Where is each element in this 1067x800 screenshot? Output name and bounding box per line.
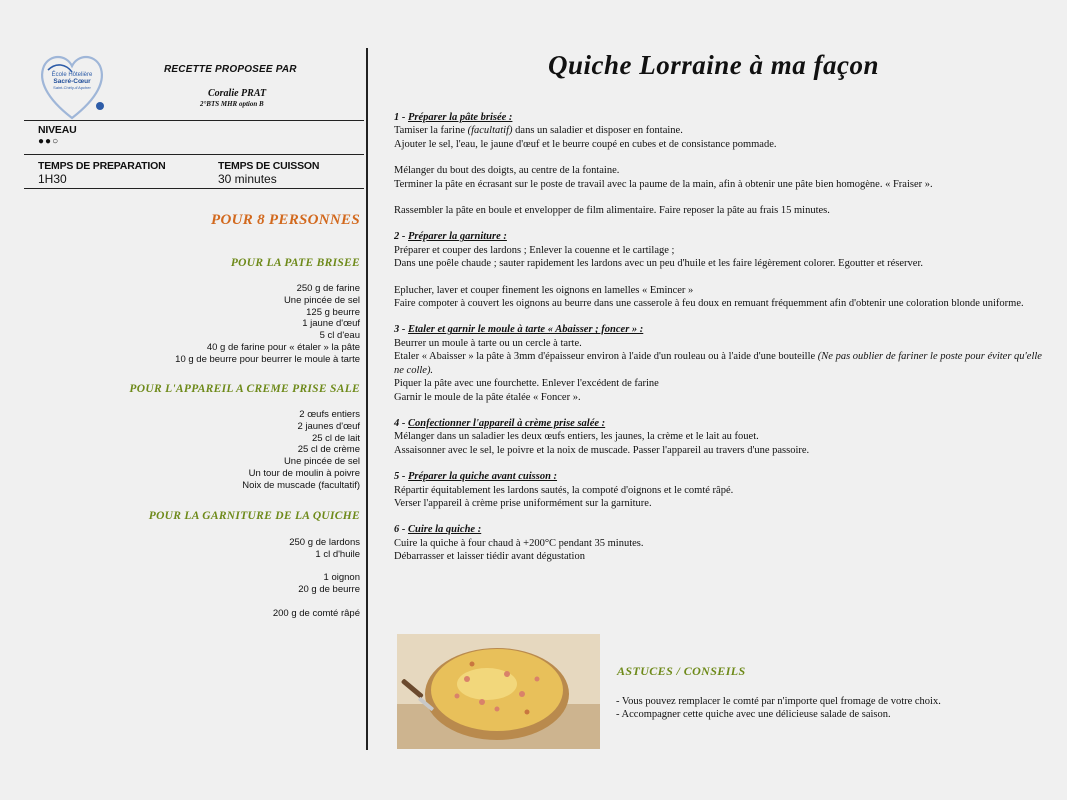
tip-item: - Accompagner cette quiche avec une délicieuse salade de saison. bbox=[616, 709, 891, 721]
step-heading: 1 - Préparer la pâte brisée : bbox=[394, 112, 513, 123]
step-line: Ajouter le sel, l'eau, le jaune d'œuf et le beurre coupé en cubes et de consistance pommade. bbox=[394, 138, 777, 150]
ingredient-item: 5 cl d'eau bbox=[319, 330, 360, 342]
ingredient-item: 250 g de lardons bbox=[289, 537, 360, 548]
ingredient-item: 2 œufs entiers bbox=[299, 409, 360, 420]
section-title-garnish: POUR LA GARNITURE DE LA QUICHE bbox=[148, 510, 360, 522]
step-line: Mélanger dans un saladier les deux œufs entiers, les jaunes, la crème et le lait au fouet. bbox=[394, 431, 759, 443]
ingredient-item: Noix de muscade (facultatif) bbox=[242, 479, 360, 491]
tips-title: ASTUCES / CONSEILS bbox=[617, 664, 746, 678]
ingredient-item: Une pincée de sel bbox=[283, 294, 360, 306]
step-heading: 3 - Etaler et garnir le moule à tarte « Abaisser ; foncer » : bbox=[394, 324, 644, 336]
recipe-steps bbox=[394, 111, 1044, 577]
ingredient-item: 20 g de beurre bbox=[298, 584, 360, 596]
prep-time-label: TEMPS DE PREPARATION bbox=[38, 160, 166, 172]
author-name: Coralie PRAT bbox=[208, 88, 267, 99]
ingredient-item: 200 g de comté râpé bbox=[272, 607, 360, 619]
step-line: Piquer la pâte avec une fourchette. Enlever l'excédent de farine bbox=[394, 378, 659, 390]
prep-time-value: 1H30 bbox=[38, 172, 67, 186]
level-label: NIVEAU bbox=[38, 124, 77, 136]
step-heading: 5 - Préparer la quiche avant cuisson : bbox=[394, 471, 558, 483]
spacer bbox=[273, 596, 360, 608]
spacer bbox=[273, 561, 360, 573]
ingredient-item: 1 oignon bbox=[323, 572, 360, 584]
step-4 bbox=[394, 417, 1044, 457]
section-title-cream: POUR L'APPAREIL A CREME PRISE SALE bbox=[129, 383, 360, 395]
section-title-pastry: POUR LA PATE BRISEE bbox=[230, 257, 360, 269]
ingredient-item: Une pincée de sel bbox=[283, 456, 360, 468]
step-heading: 4 - Confectionner l'appareil à crème prise salée : bbox=[394, 417, 606, 429]
ingredient-item: 125 g beurre bbox=[306, 306, 360, 318]
tips-list bbox=[616, 695, 941, 722]
ingredient-item: 250 g de farine bbox=[296, 283, 360, 294]
ingredient-item: Un tour de moulin à poivre bbox=[248, 467, 360, 479]
step-3 bbox=[394, 323, 1044, 403]
column-divider bbox=[366, 48, 368, 750]
step-2 bbox=[394, 230, 1044, 310]
school-logo bbox=[36, 52, 108, 122]
divider bbox=[24, 120, 364, 121]
step-line: Cuire la quiche à four chaud à +200°C pendant 35 minutes. bbox=[394, 537, 644, 549]
level-dots: ●●○ bbox=[38, 136, 60, 147]
step-line: Débarrasser et laisser tiédir avant dégustation bbox=[394, 551, 585, 563]
ingredient-item: 25 cl de lait bbox=[311, 432, 360, 444]
author-degree: 2°BTS MHR option B bbox=[200, 100, 264, 108]
svg-text:École Hôtelière: École Hôtelière bbox=[51, 72, 93, 78]
divider bbox=[24, 154, 364, 155]
ingredient-list-pastry bbox=[175, 283, 360, 366]
proposed-by-label: RECETTE PROPOSEE PAR bbox=[164, 64, 297, 75]
ingredient-item: 25 cl de crème bbox=[297, 444, 360, 456]
step-line: Tamiser la farine (facultatif) dans un saladier et disposer en fontaine. bbox=[394, 125, 683, 137]
step-line: Eplucher, laver et couper finement les oignons en lamelles « Emincer » bbox=[394, 284, 694, 296]
ingredient-item: 10 g de beurre pour beurrer le moule à tarte bbox=[175, 353, 360, 365]
step-line: Rassembler la pâte en boule et envelopper de film alimentaire. Faire reposer la pâte au frais 15 minutes. bbox=[394, 205, 830, 217]
step-line: Préparer et couper des lardons ; Enlever la couenne et le cartilage ; bbox=[394, 244, 675, 256]
step-line: Faire compoter à couvert les oignons au beurre dans une casserole à feu doux en remuant fréquemment afin d'obtenir une coloration blonde uniforme. bbox=[394, 298, 1024, 310]
svg-text:Saint-Chély-d'Apcher: Saint-Chély-d'Apcher bbox=[53, 85, 91, 90]
ingredient-item: 40 g de farine pour « étaler » la pâte bbox=[206, 341, 360, 353]
step-line: Beurrer un moule à tarte ou un cercle à tarte. bbox=[394, 337, 582, 349]
step-line: Etaler « Abaisser » la pâte à 3mm d'épaisseur environ à l'aide d'un rouleau ou à l'aide d'une bouteille (Ne pas oublier de fariner le poste pour éviter qu'elle ne colle). bbox=[394, 351, 1042, 376]
step-1 bbox=[394, 111, 1044, 217]
step-line: Garnir le moule de la pâte étalée « Foncer ». bbox=[394, 391, 581, 403]
recipe-title: Quiche Lorraine à ma façon bbox=[548, 50, 880, 80]
step-line: Assaisonner avec le sel, le poivre et la noix de muscade. Passer l'appareil au travers d'une passoire. bbox=[394, 444, 810, 456]
step-line: Verser l'appareil à crème prise uniformément sur la garniture. bbox=[394, 497, 652, 509]
step-line: Mélanger du bout des doigts, au centre de la fontaine. bbox=[394, 165, 620, 177]
step-5 bbox=[394, 470, 1044, 510]
step-line: Dans une poêle chaude ; sauter rapidement les lardons avec un peu d'huile et les faire légèrement colorer. Egoutter et réserver. bbox=[394, 258, 924, 270]
step-heading: 2 - Préparer la garniture : bbox=[394, 231, 507, 243]
quiche-photo bbox=[397, 634, 600, 749]
ingredient-item: 1 jaune d'œuf bbox=[302, 318, 360, 330]
divider bbox=[24, 188, 364, 189]
servings-heading: POUR 8 PERSONNES bbox=[211, 212, 360, 228]
cook-time-value: 30 minutes bbox=[218, 172, 277, 186]
step-line: Terminer la pâte en écrasant sur le poste de travail avec la paume de la main, afin à obtenir une pâte bien homogène. « Fraiser ». bbox=[394, 178, 933, 190]
step-heading: 6 - Cuire la quiche : bbox=[394, 524, 482, 536]
ingredient-list-cream bbox=[242, 409, 360, 492]
step-line: Répartir équitablement les lardons sautés, la compoté d'oignons et le comté râpé. bbox=[394, 484, 734, 496]
tip-item: - Vous pouvez remplacer le comté par n'importe quel fromage de votre choix. bbox=[616, 696, 941, 707]
ingredient-item: 2 jaunes d'œuf bbox=[297, 420, 360, 432]
cook-time-label: TEMPS DE CUISSON bbox=[218, 160, 320, 172]
svg-text:Sacré-Cœur: Sacré-Cœur bbox=[53, 78, 91, 85]
step-6 bbox=[394, 523, 1044, 563]
ingredient-list-garnish bbox=[273, 537, 360, 620]
ingredient-item: 1 cl d'huile bbox=[315, 548, 360, 560]
